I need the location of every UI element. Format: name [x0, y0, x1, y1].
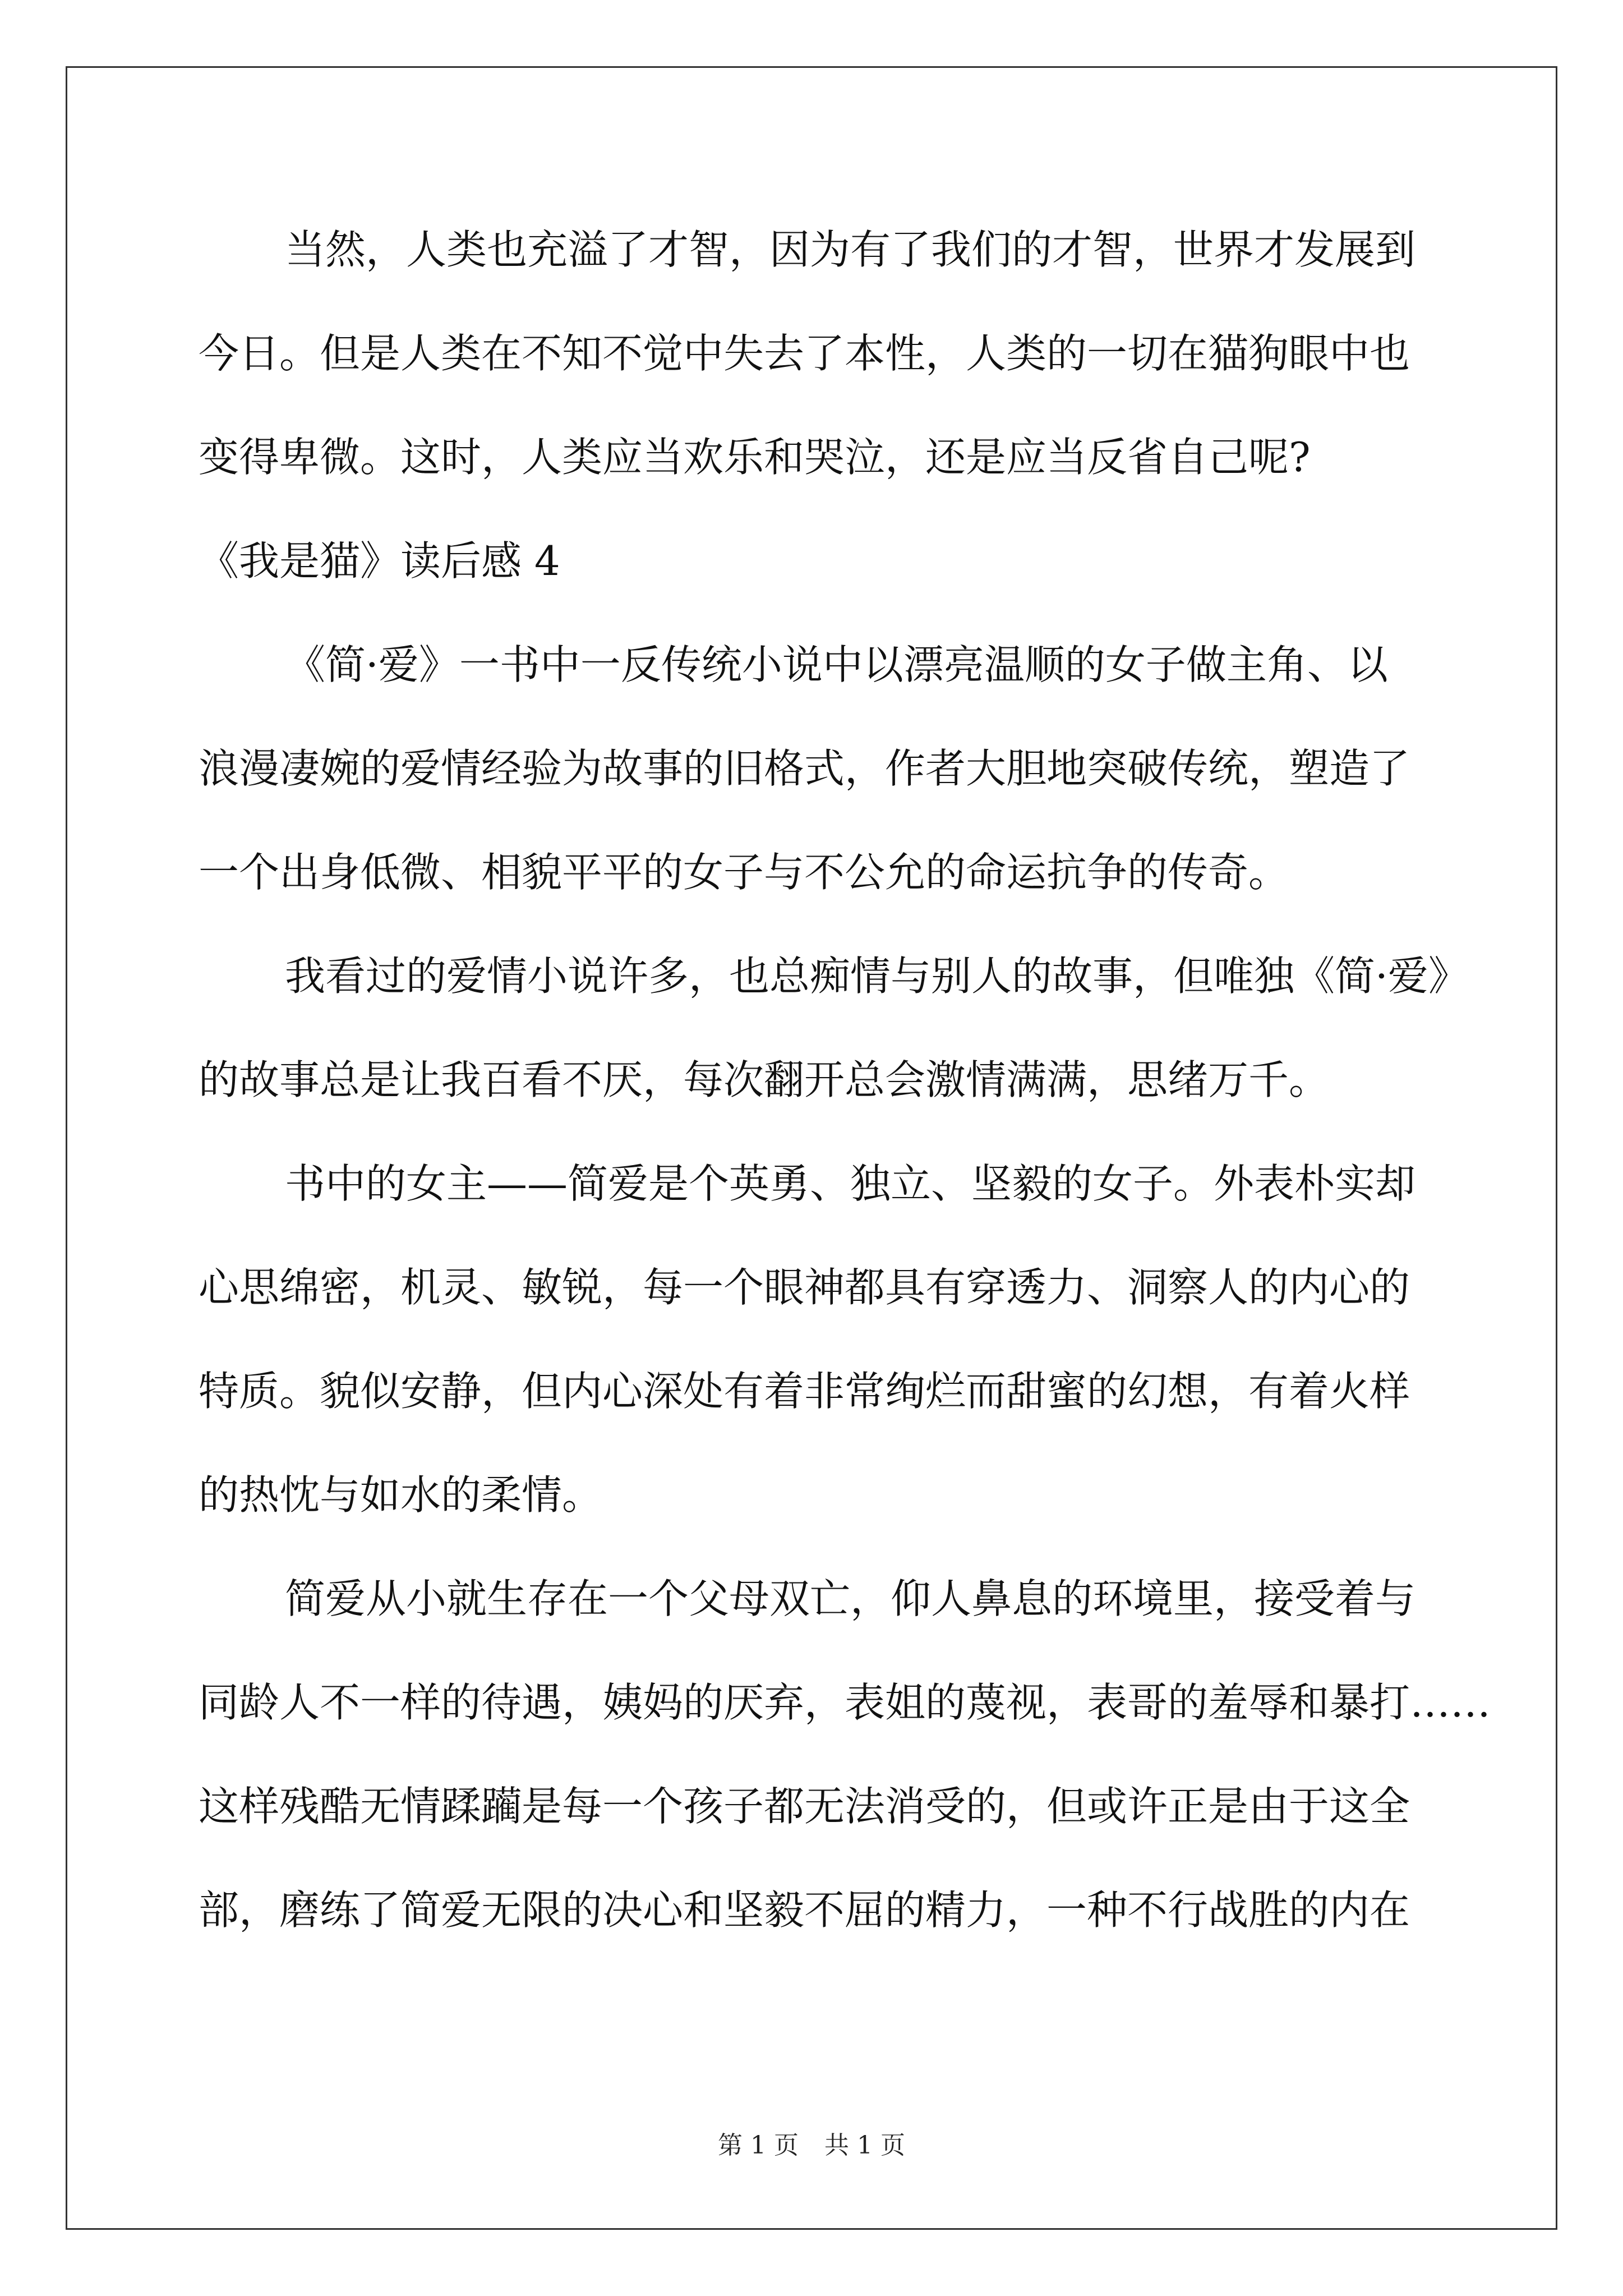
page-total: 共 1 页 — [824, 2131, 905, 2160]
paragraph-line: 这样残酷无情蹂躏是每一个孩子都无法消受的，但或许正是由于这全 — [199, 1783, 1410, 1830]
paragraph-line: 的故事总是让我百看不厌，每次翻开总会激情满满，思绪万千。 — [199, 1056, 1330, 1103]
paragraph-line: 心思绵密，机灵、敏锐，每一个眼神都具有穿透力、洞察人的内心的 — [199, 1264, 1410, 1311]
section-heading: 《我是猫》读后感 4 — [199, 537, 560, 585]
paragraph-line: 书中的女主——简爱是个英勇、独立、坚毅的女子。外表朴实却 — [285, 1160, 1416, 1207]
paragraph-line: 特质。貌似安静，但内心深处有着非常绚烂而甜蜜的幻想，有着火样 — [199, 1368, 1410, 1415]
paragraph-line: 变得卑微。这时，人类应当欢乐和哭泣，还是应当反省自己呢? — [199, 434, 1311, 481]
paragraph-line: 的热忱与如水的柔情。 — [199, 1471, 603, 1519]
paragraph-line: 简爱从小就生存在一个父母双亡，仰人鼻息的环境里，接受着与 — [285, 1575, 1416, 1622]
paragraph-line: 当然，人类也充溢了才智，因为有了我们的才智，世界才发展到 — [285, 226, 1416, 273]
paragraph-line: 同龄人不一样的待遇，姨妈的厌弃，表姐的蔑视，表哥的羞辱和暴打…… — [199, 1679, 1491, 1726]
paragraph-line: 浪漫凄婉的爱情经验为故事的旧格式，作者大胆地突破传统，塑造了 — [199, 745, 1410, 792]
paragraph-line: 部，磨练了简爱无限的决心和坚毅不屈的精力，一种不行战胜的内在 — [199, 1887, 1410, 1934]
page-footer — [0, 2129, 1623, 2162]
paragraph-line: 今日。但是人类在不知不觉中失去了本性，人类的一切在猫狗眼中也 — [199, 330, 1410, 377]
page-number: 第 1 页 — [718, 2131, 799, 2160]
paragraph-line: 《简·爱》一书中一反传统小说中以漂亮温顺的女子做主角、以 — [285, 641, 1388, 688]
paragraph-line: 一个出身低微、相貌平平的女子与不公允的命运抗争的传奇。 — [199, 849, 1289, 896]
paragraph-line: 我看过的爱情小说许多，也总痴情与别人的故事，但唯独《简·爱》 — [285, 953, 1469, 1000]
